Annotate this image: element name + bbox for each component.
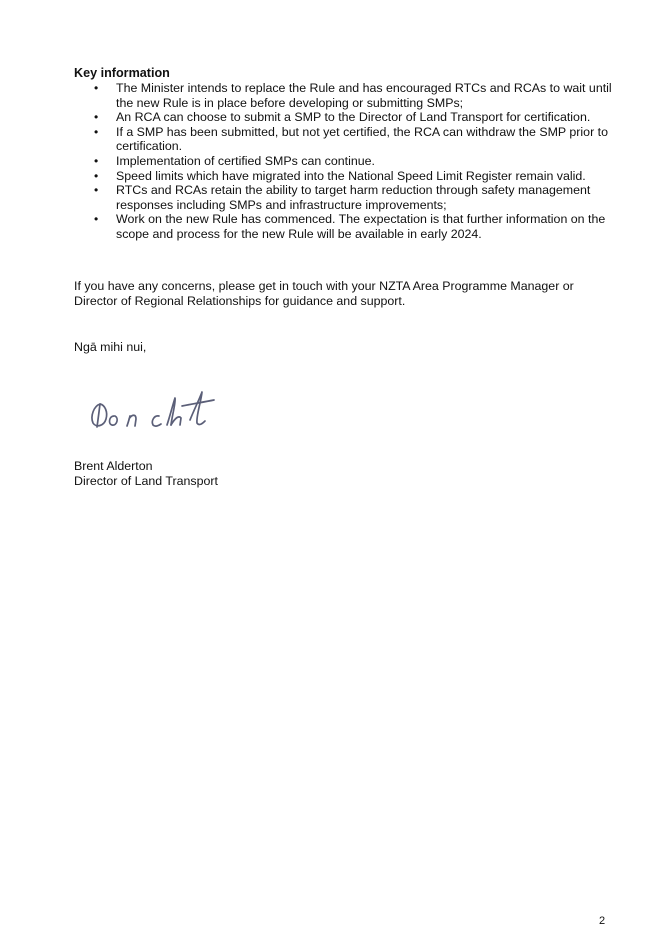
list-item-text: If a SMP has been submitted, but not yet certified, the RCA can withdraw the SMP prior to certification.: [116, 124, 608, 154]
bullet-icon: •: [94, 212, 99, 227]
signatory-title: Director of Land Transport: [74, 474, 218, 488]
bullet-icon: •: [94, 168, 99, 183]
key-information-list: [74, 81, 614, 242]
bullet-icon: •: [94, 183, 99, 198]
list-item: [74, 125, 614, 154]
list-item-text: RTCs and RCAs retain the ability to target harm reduction through safety management responses including SMPs and infrastructure improvements;: [116, 183, 591, 212]
list-item: [74, 169, 614, 184]
list-item: [74, 154, 614, 169]
contact-paragraph: If you have any concerns, please get in touch with your NZTA Area Programme Manager or Director of Regional Relationships for guidance and support.: [74, 279, 574, 308]
list-item-text: An RCA can choose to submit a SMP to the Director of Land Transport for certification.: [116, 110, 591, 125]
list-item: [74, 110, 614, 125]
list-item: [74, 212, 614, 241]
list-item-text: Implementation of certified SMPs can continue.: [116, 153, 375, 168]
bullet-icon: •: [94, 124, 99, 139]
list-item: [74, 81, 614, 110]
handwritten-signature: [78, 380, 288, 440]
bullet-icon: •: [94, 81, 99, 95]
bullet-icon: •: [94, 110, 99, 125]
signatory-name: Brent Alderton: [74, 459, 153, 473]
list-item: [74, 183, 614, 212]
list-item-text: Work on the new Rule has commenced. The expectation is that further information on the scope and process for the new Rule will be available in early 2024.: [116, 212, 606, 241]
section-heading: Key information: [74, 66, 170, 80]
list-item-text: The Minister intends to replace the Rule and has encouraged RTCs and RCAs to wait until the new Rule is in place before developing or submitting SMPs;: [116, 81, 612, 110]
page-number: 2: [599, 915, 606, 927]
bullet-icon: •: [94, 153, 99, 168]
closing-salutation: Ngā mihi nui,: [74, 340, 147, 354]
list-item-text: Speed limits which have migrated into the National Speed Limit Register remain valid.: [116, 168, 586, 183]
